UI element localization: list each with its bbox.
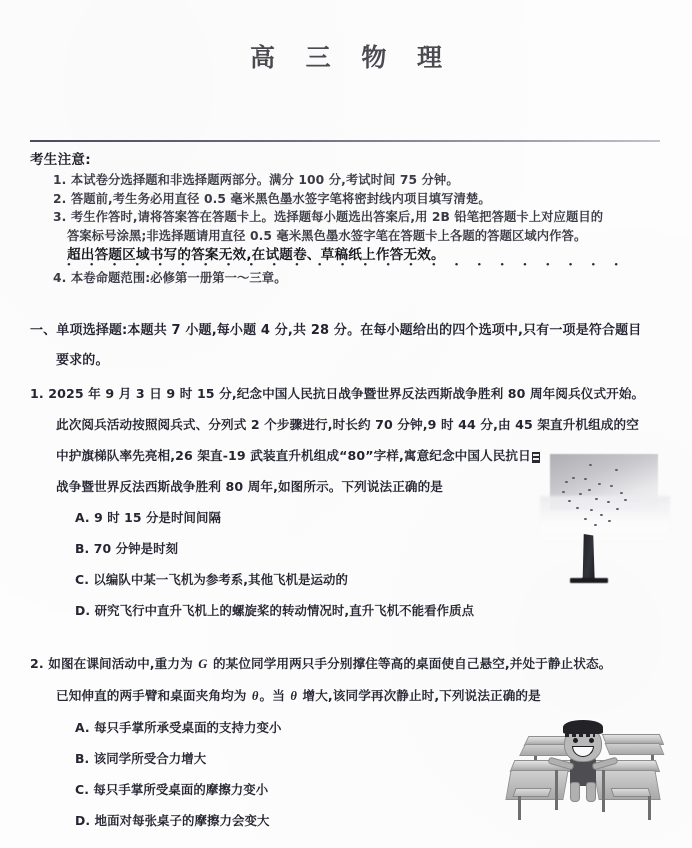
desk-leg <box>518 796 521 820</box>
section-heading-line-1: 一、单项选择题:本题共 7 小题,每小题 4 分,共 28 分。在每小题给出的四个选项中,只有一项是符合题目 <box>30 323 642 338</box>
desk-leg <box>602 770 605 812</box>
monument-base <box>570 578 608 583</box>
notice-item-text: 本卷命题范围:必修第一册第一～三章。 <box>70 271 287 285</box>
question-2-option-b[interactable]: B. 该同学所受合力增大 <box>75 751 207 766</box>
question-1-option-b[interactable]: B. 70 分钟是时刻 <box>75 541 179 556</box>
question-1-stem-line-3: 中护旗梯队率先亮相,26 架直-19 武装直升机组成“80”字样,寓意纪念中国人民抗日 <box>56 448 531 463</box>
question-2-option-d[interactable]: D. 地面对每张桌子的摩擦力会变大 <box>75 813 270 828</box>
notice-emphasis-text: 超出答题区域书写的答案无效,在试题卷、草稿纸上作答无效。 <box>67 247 445 263</box>
chair-seat-right <box>611 788 652 797</box>
question-1-text: 2025 年 9 月 3 日 9 时 15 分,纪念中国人民抗日战争暨世界反法西斯战争胜利 80 周年阅兵仪式开始。 <box>48 386 645 401</box>
notice-item-number: 2. <box>53 191 67 206</box>
notice-emphasis-dots: • • • • • • • • • • • • • • • • • • • • • • • • • <box>67 262 627 269</box>
question-1-option-d[interactable]: D. 研究飞行中直升飞机上的螺旋桨的转动情况时,直升飞机不能看作质点 <box>75 603 475 618</box>
question-1-stem-line-4: 战争暨世界反法西斯战争胜利 80 周年,如图所示。下列说法正确的是 <box>56 479 444 494</box>
notice-item-number: 1. <box>53 173 67 187</box>
question-1-number: 1. <box>30 386 44 401</box>
question-2-text-post: 的某位同学用两只手分别撑住等高的桌面使自己悬空,并处于静止状态。 <box>208 656 612 671</box>
question-2-option-c[interactable]: C. 每只手掌所受桌面的摩擦力变小 <box>75 782 269 797</box>
question-2-line2-post: 增大,该同学再次静止时,下列说法正确的是 <box>298 688 541 703</box>
symbol-theta-1: θ <box>251 689 259 703</box>
student-hair <box>563 720 603 734</box>
candidate-notice-block <box>30 140 664 288</box>
notice-heading: 考生注意: <box>30 152 91 168</box>
notice-item-text: 本试卷分选择题和非选择题两部分。满分 100 分,考试时间 75 分钟。 <box>70 173 459 187</box>
notice-item <box>53 208 664 245</box>
notice-item-text: 考生作答时,请将答案答在答题卡上。选择题每小题选出答案后,用 2B 铅笔把答题卡上对应题目的 <box>70 210 604 224</box>
desk-leg <box>555 770 558 810</box>
notice-item-number: 3. <box>53 210 67 224</box>
question-2-line2-pre: 已知伸直的两手臂和桌面夹角均为 <box>56 688 251 703</box>
notice-item <box>53 269 664 288</box>
question-2-stem-line-2 <box>56 680 670 712</box>
notice-item-number: 4. <box>53 271 67 285</box>
question-2-stem-line-1 <box>30 648 670 680</box>
question-1-option-a[interactable]: A. 9 时 15 分是时间间隔 <box>75 510 221 525</box>
notice-item <box>53 190 664 209</box>
student-left-leg <box>570 782 580 802</box>
question-1-stem-line-2: 此次阅兵活动按照阅兵式、分列式 2 个步骤进行,时长约 70 分钟,9 时 44 分,由 45 架直升机组成的空 <box>56 417 639 432</box>
desk-leg <box>648 796 651 820</box>
student-right-leg <box>586 782 596 802</box>
notice-item-text: 答题前,考生务必用直径 0.5 毫米黑色墨水签字笔将密封线内项目填写清楚。 <box>70 191 491 206</box>
horizontal-rule <box>30 140 660 142</box>
question-1-option-c[interactable]: C. 以编队中某一飞机为参考系,其他飞机是运动的 <box>75 572 349 587</box>
question-2-text-pre: 如图在课间活动中,重力为 <box>48 656 198 671</box>
figure-student-desks <box>508 712 684 840</box>
student-eye-left <box>573 738 578 743</box>
desk-side-back-right <box>605 743 665 755</box>
student-eye-right <box>589 738 594 743</box>
symbol-theta-2: θ <box>290 689 298 703</box>
figure-helicopter-formation <box>532 452 680 604</box>
question-2-number: 2. <box>30 656 44 671</box>
section-heading-line-2: 要求的。 <box>56 353 109 368</box>
question-1-stem-line-1 <box>30 378 670 409</box>
page-title: 高 三 物 理 <box>249 43 454 72</box>
question-2-option-a[interactable]: A. 每只手掌所承受桌面的支持力变小 <box>75 720 282 735</box>
notice-item <box>53 171 664 190</box>
section-heading <box>30 316 670 376</box>
notice-item-continuation: 答案标号涂黑;非选择题请用直径 0.5 毫米黑色墨水签字笔在答题卡上各题的答题区域内作答。 <box>67 228 587 243</box>
symbol-gravity-g: G <box>198 657 208 671</box>
sky-fade-overlay <box>540 496 670 548</box>
film-sprocket-icon <box>532 452 540 463</box>
question-2-line2-mid: 。当 <box>259 688 290 703</box>
